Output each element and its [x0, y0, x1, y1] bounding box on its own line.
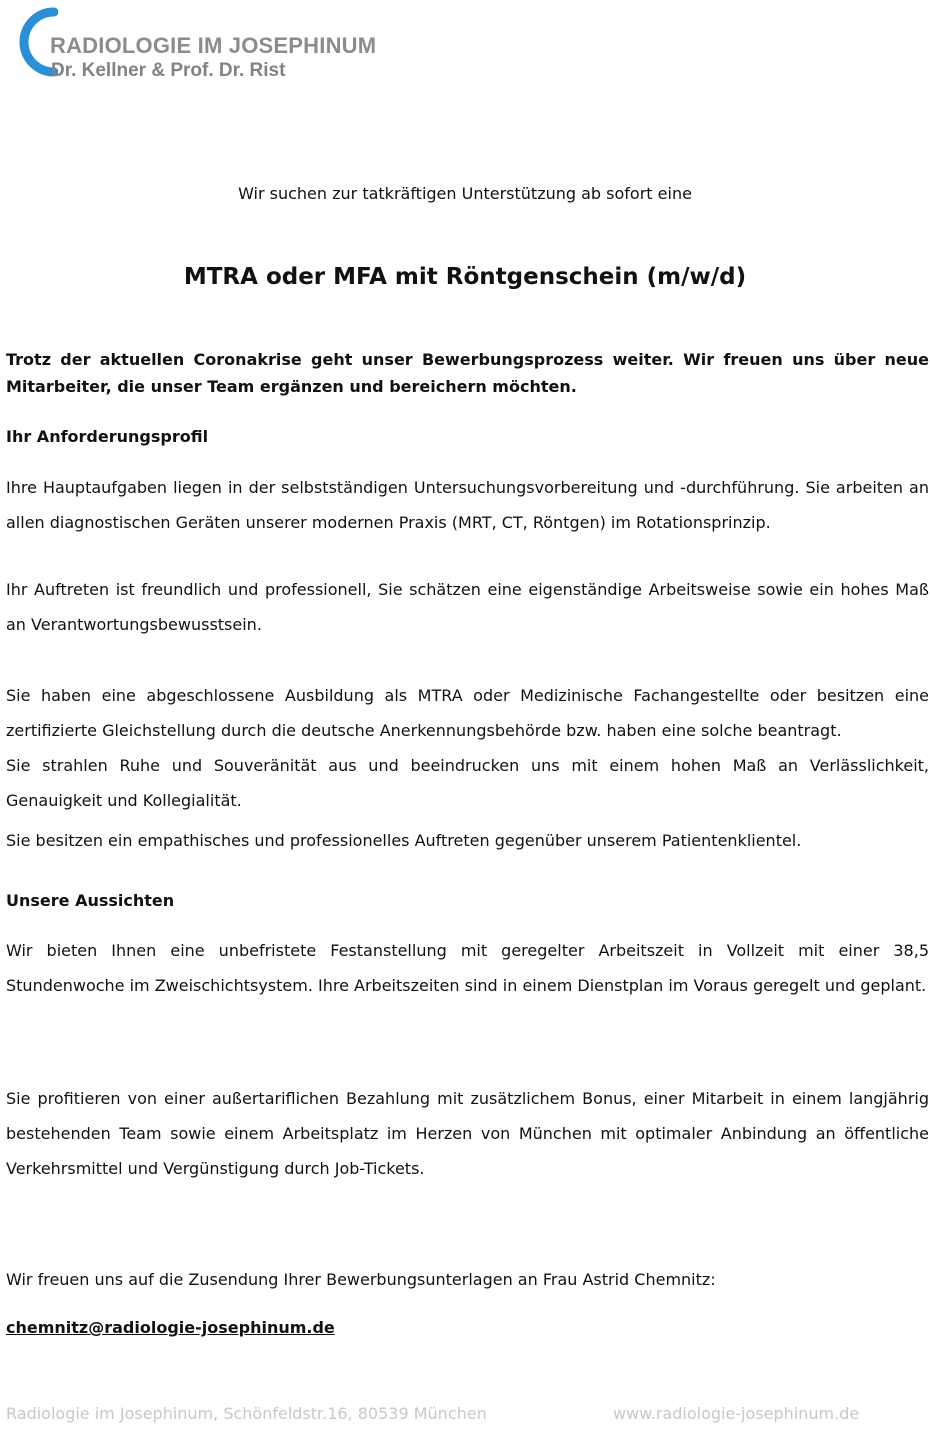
offer-paragraph-1: Wir bieten Ihnen eine unbefristete Festanstellung mit geregelter Arbeitszeit in Vollzeit mit einer 38,5 Stundenwoche im Zweischichtsystem. Ihre Arbeitszeiten sind in einem Dienstplan im Voraus geregelt und geplant. — [6, 941, 929, 995]
logo-subtitle: Dr. Kellner & Prof. Dr. Rist — [51, 60, 286, 81]
page-title: MTRA oder MFA mit Röntgenschein (m/w/d) — [183, 264, 747, 290]
profile-paragraph-2: Ihr Auftreten ist freundlich und professionell, Sie schätzen eine eigenständige Arbeitsweise sowie ein hohes Maß an Verantwortungsbewusstsein. — [6, 580, 929, 634]
contact-email-link[interactable]: chemnitz@radiologie-josephinum.de — [6, 1318, 335, 1337]
offer-heading: Unsere Aussichten — [6, 891, 175, 910]
profile-paragraph-1: Ihre Hauptaufgaben liegen in der selbstständigen Untersuchungsvorbereitung und -durchführung. Sie arbeiten an allen diagnostischen Geräten unserer modernen Praxis (MRT, CT, Röntgen) im Rotationsprinzip. — [6, 478, 929, 532]
profile-paragraph-3: Sie haben eine abgeschlossene Ausbildung als MTRA oder Medizinische Fachangestellte oder besitzen eine zertifizierte Gleichstellung durch die deutsche Anerkennungsbehörde bzw. haben eine solche beantragt. — [6, 686, 929, 740]
footer-website[interactable]: www.radiologie-josephinum.de — [613, 1404, 860, 1423]
profile-heading: Ihr Anforderungsprofil — [6, 427, 209, 446]
contact-text: Wir freuen uns auf die Zusendung Ihrer Bewerbungsunterlagen an Frau Astrid Chemnitz: — [6, 1270, 716, 1289]
profile-paragraph-4: Sie strahlen Ruhe und Souveränität aus und beeindrucken uns mit einem hohen Maß an Verlässlichkeit, Genauigkeit und Kollegialität. — [6, 756, 929, 810]
intro-text: Wir suchen zur tatkräftigen Unterstützung ab sofort eine — [238, 184, 692, 203]
footer-address: Radiologie im Josephinum, Schönfeldstr.16, 80539 München — [6, 1404, 487, 1423]
company-logo — [10, 2, 410, 82]
offer-paragraph-2: Sie profitieren von einer außertariflichen Bezahlung mit zusätzlichem Bonus, einer Mitarbeit in einem langjährig bestehenden Team sowie einem Arbeitsplatz im Herzen von München mit optimaler Anbindung an öffentliche Verkehrsmittel und Vergünstigung durch Job-Tickets. — [6, 1089, 929, 1178]
lead-paragraph: Trotz der aktuellen Coronakrise geht unser Bewerbungsprozess weiter. Wir freuen uns über neue Mitarbeiter, die unser Team ergänzen und bereichern möchten. — [6, 350, 929, 396]
profile-paragraph-5: Sie besitzen ein empathisches und professionelles Auftreten gegenüber unserem Patientenklientel. — [6, 831, 802, 850]
logo-title: RADIOLOGIE IM JOSEPHINUM — [50, 33, 377, 58]
